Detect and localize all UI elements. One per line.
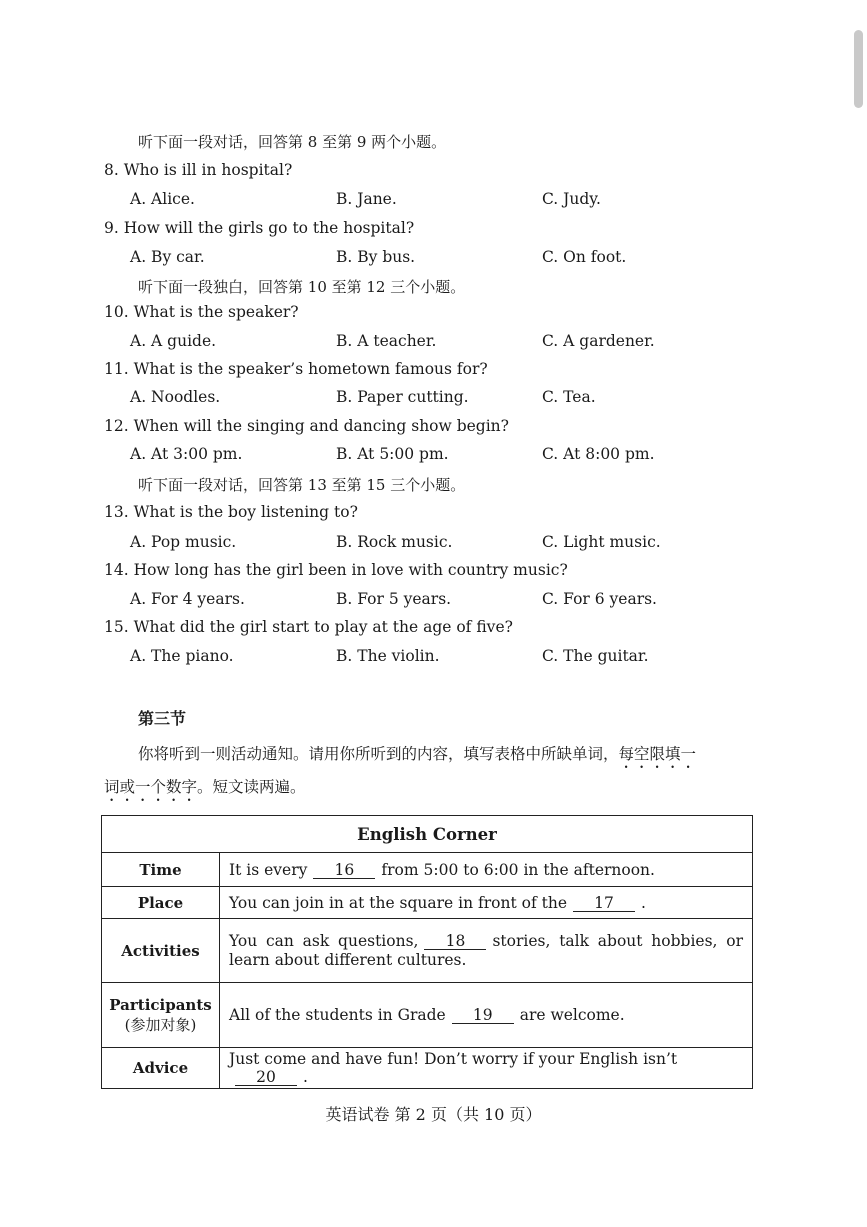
content-text: Just come and have fun! Don’t worry if your English isn’t	[229, 1050, 678, 1068]
option-a: A. The piano.	[130, 647, 234, 665]
option-b: B. A teacher.	[336, 332, 437, 350]
option-c: C. At 8:00 pm.	[542, 445, 655, 463]
instruction-emphasis: 词或一个数字	[104, 778, 198, 796]
page-footer: 英语试卷 第 2 页（共 10 页）	[325, 1105, 542, 1124]
question-14: 14. How long has the girl been in love with country music?	[104, 561, 568, 579]
option-c: C. Judy.	[542, 190, 601, 208]
question-10: 10. What is the speaker?	[104, 303, 299, 321]
row-label-text: Participants	[109, 995, 212, 1014]
row-content	[220, 919, 753, 983]
option-c: C. Tea.	[542, 388, 596, 406]
option-b: B. Rock music.	[336, 533, 453, 551]
content-text: All of the students in Grade	[229, 1006, 446, 1024]
instruction-emphasis: 每空限填一	[618, 745, 697, 763]
option-b: B. Paper cutting.	[336, 388, 469, 406]
content-text: from 5:00 to 6:00 in the afternoon.	[381, 860, 655, 879]
question-8: 8. Who is ill in hospital?	[104, 161, 293, 179]
row-content	[220, 1048, 753, 1089]
row-label-subtext: (参加对象)	[124, 1015, 197, 1034]
content-text: You can ask questions,	[229, 931, 419, 950]
row-label: Place	[102, 887, 220, 919]
option-c: C. On foot.	[542, 248, 627, 266]
english-corner-table	[101, 815, 753, 1089]
option-c: C. The guitar.	[542, 647, 649, 665]
table-row	[102, 983, 753, 1048]
option-a: A. A guide.	[130, 332, 217, 350]
row-content	[220, 983, 753, 1048]
option-a: A. For 4 years.	[130, 590, 245, 608]
table-row	[102, 853, 753, 887]
content-text: You can join in at the square in front of the	[229, 893, 568, 912]
table-row	[102, 887, 753, 919]
content-text: .	[641, 893, 646, 912]
question-12: 12. When will the singing and dancing show begin?	[104, 417, 509, 435]
question-15: 15. What did the girl start to play at the age of five?	[104, 618, 513, 636]
option-c: C. For 6 years.	[542, 590, 657, 608]
option-a: A. At 3:00 pm.	[130, 445, 243, 463]
instruction-text: 你将听到一则活动通知。请用你所听到的内容，填写表格中所缺单词，	[138, 745, 619, 763]
section-title: 第三节	[138, 709, 187, 728]
instruction-text: 。短文读两遍。	[197, 778, 306, 796]
answer-blank[interactable]: 17	[573, 895, 635, 912]
option-b: B. By bus.	[336, 248, 416, 266]
answer-blank[interactable]: 20	[235, 1069, 297, 1086]
content-text: stories, talk about hobbies, or learn about different cultures.	[229, 931, 743, 969]
answer-blank[interactable]: 18	[424, 933, 486, 950]
scrollbar[interactable]	[854, 30, 863, 108]
row-label: Activities	[102, 919, 220, 983]
row-label: Time	[102, 853, 220, 887]
option-a: A. Pop music.	[130, 533, 237, 551]
row-label	[102, 983, 220, 1048]
table-row	[102, 1048, 753, 1089]
option-b: B. Jane.	[336, 190, 397, 208]
option-a: A. By car.	[130, 248, 205, 266]
section-instruction	[138, 742, 758, 772]
option-c: C. Light music.	[542, 533, 661, 551]
listening-instruction: 听下面一段独白，回答第 10 至第 12 三个小题。	[138, 278, 466, 296]
listening-instruction: 听下面一段对话，回答第 8 至第 9 两个小题。	[138, 133, 447, 151]
question-9: 9. How will the girls go to the hospital?	[104, 219, 415, 237]
table-title: English Corner	[102, 816, 753, 853]
option-c: C. A gardener.	[542, 332, 655, 350]
question-13: 13. What is the boy listening to?	[104, 503, 358, 521]
row-content	[220, 887, 753, 919]
content-text: .	[303, 1068, 308, 1086]
option-b: B. For 5 years.	[336, 590, 452, 608]
table-row	[102, 919, 753, 983]
option-b: B. The violin.	[336, 647, 440, 665]
question-11: 11. What is the speaker’s hometown famous for?	[104, 360, 488, 378]
answer-blank[interactable]: 19	[452, 1007, 514, 1024]
listening-instruction: 听下面一段对话，回答第 13 至第 15 三个小题。	[138, 476, 466, 494]
option-a: A. Alice.	[130, 190, 195, 208]
row-content	[220, 853, 753, 887]
answer-blank[interactable]: 16	[313, 862, 375, 879]
option-a: A. Noodles.	[130, 388, 221, 406]
content-text: are welcome.	[519, 1006, 625, 1024]
content-text: It is every	[229, 860, 308, 879]
option-b: B. At 5:00 pm.	[336, 445, 449, 463]
row-label: Advice	[102, 1048, 220, 1089]
section-instruction-cont	[104, 775, 306, 805]
